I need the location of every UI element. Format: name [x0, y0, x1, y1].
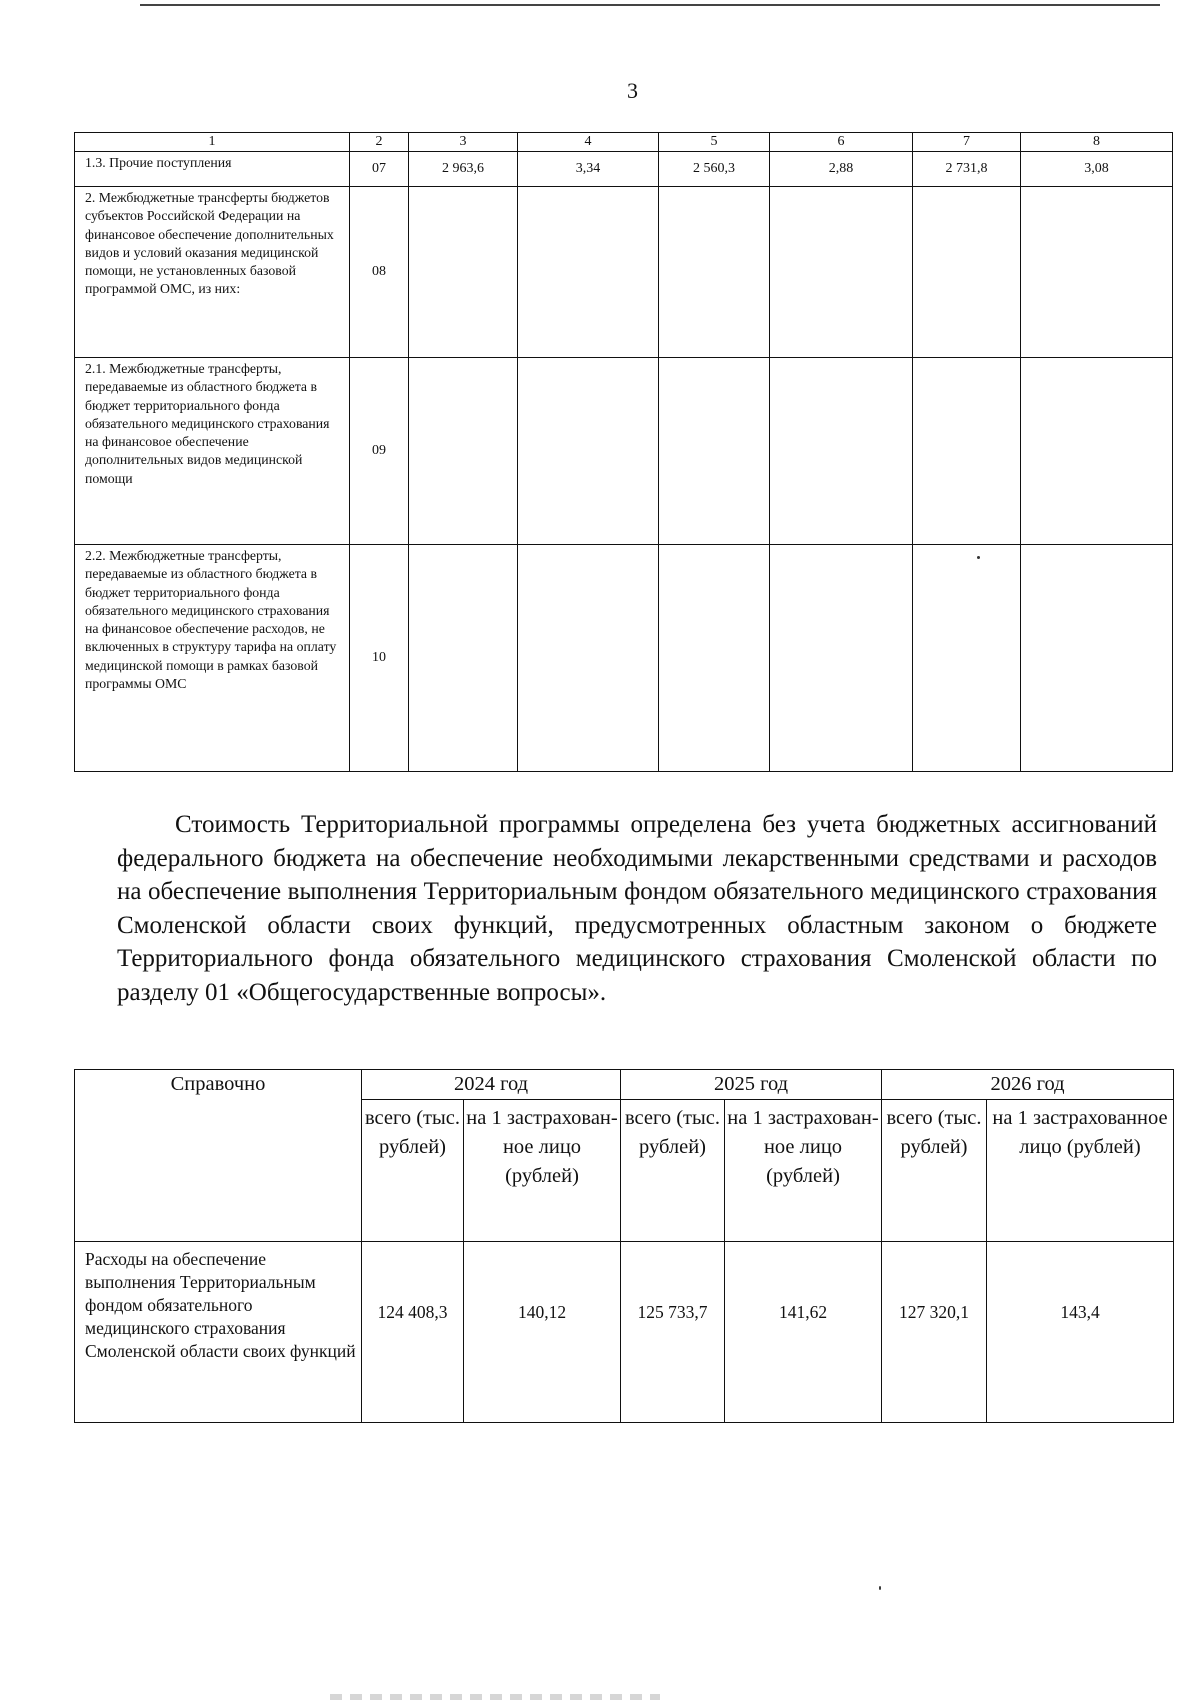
row-code: 07	[350, 152, 409, 187]
cell-value	[1021, 187, 1173, 358]
table-row	[75, 152, 1173, 187]
cell-value	[409, 187, 518, 358]
column-number: 1	[75, 133, 350, 152]
row-name: 1.3. Прочие поступления	[75, 152, 350, 187]
cell-value	[770, 545, 913, 772]
scan-speck	[977, 556, 980, 559]
cell-value: 143,4	[987, 1242, 1174, 1423]
cell-value	[518, 545, 659, 772]
cell-value	[659, 545, 770, 772]
cell-value: 125 733,7	[621, 1242, 725, 1423]
cell-value: 3,34	[518, 152, 659, 187]
cell-value: 124 408,3	[362, 1242, 464, 1423]
cell-value: 2 731,8	[913, 152, 1021, 187]
column-number: 4	[518, 133, 659, 152]
year-header: 2026 год	[882, 1070, 1174, 1100]
cell-value	[409, 545, 518, 772]
subheader-total: всего (тыс. рублей)	[621, 1100, 725, 1242]
scan-footer-artifact	[330, 1694, 660, 1700]
row-name: Расходы на обеспечение выполнения Территориальным фондом обязательного медицинского страхования Смоленской области своих функций	[75, 1242, 362, 1423]
table-row	[75, 358, 1173, 545]
year-header: 2025 год	[621, 1070, 882, 1100]
table-row	[75, 1242, 1174, 1423]
cell-value	[1021, 358, 1173, 545]
cell-value	[770, 358, 913, 545]
cell-value	[1021, 545, 1173, 772]
cell-value: 141,62	[725, 1242, 882, 1423]
page-number: 3	[627, 78, 638, 103]
subheader-total: всего (тыс. рублей)	[362, 1100, 464, 1242]
scan-speck	[879, 1586, 881, 1590]
row-code: 09	[350, 358, 409, 545]
cell-value: 2 560,3	[659, 152, 770, 187]
row-name: 2. Межбюджетные трансферты бюджетов субъектов Российской Федерации на финансовое обеспечение дополнительных видов и условий оказания медицинской помощи, не установленных базовой программой ОМС, из них:	[75, 187, 350, 358]
reference-label: Справочно	[75, 1070, 362, 1242]
cell-value	[518, 187, 659, 358]
cell-value	[770, 187, 913, 358]
column-number: 8	[1021, 133, 1173, 152]
cell-value: 2 963,6	[409, 152, 518, 187]
subheader-total: всего (тыс. рублей)	[882, 1100, 987, 1242]
scan-edge-line	[140, 4, 1160, 6]
cell-value	[913, 358, 1021, 545]
year-header: 2024 год	[362, 1070, 621, 1100]
subheader-per-insured: на 1 застрахованное лицо (рублей)	[987, 1100, 1174, 1242]
program-cost-paragraph: Стоимость Территориальной программы определена без учета бюджетных ассигнований федерального бюджета на обеспечение необходимыми лекарственными средствами и расходов на обеспечение выполнения Территориальным фондом обязательного медицинского страхования Смоленской области своих функций, предусмотренных областным законом о бюджете Территориального фонда обязательного медицинского страхования Смоленской области по разделу 01 «Общегосударственные вопросы».	[117, 811, 1157, 1006]
cell-value	[659, 358, 770, 545]
table-row	[75, 545, 1173, 772]
budget-sources-table	[74, 132, 1173, 772]
reference-costs-table	[74, 1069, 1174, 1423]
cell-value	[409, 358, 518, 545]
column-number: 3	[409, 133, 518, 152]
subheader-per-insured: на 1 застрахован-ное лицо (рублей)	[725, 1100, 882, 1242]
column-number: 7	[913, 133, 1021, 152]
cell-value	[913, 545, 1021, 772]
row-name: 2.2. Межбюджетные трансферты, передаваемые из областного бюджета в бюджет территориального фонда обязательного медицинского страхования на финансовое обеспечение расходов, не включенных в структуру тарифа на оплату медицинской помощи в рамках базовой программы ОМС	[75, 545, 350, 772]
cell-value: 140,12	[464, 1242, 621, 1423]
cell-value: 2,88	[770, 152, 913, 187]
column-number: 5	[659, 133, 770, 152]
subheader-per-insured: на 1 застрахован-ное лицо (рублей)	[464, 1100, 621, 1242]
cell-value	[913, 187, 1021, 358]
cell-value: 127 320,1	[882, 1242, 987, 1423]
year-header-row	[75, 1070, 1174, 1100]
cell-value	[518, 358, 659, 545]
table-header-row	[75, 133, 1173, 152]
cell-value	[659, 187, 770, 358]
row-code: 10	[350, 545, 409, 772]
table-row	[75, 187, 1173, 358]
column-number: 2	[350, 133, 409, 152]
row-code: 08	[350, 187, 409, 358]
column-number: 6	[770, 133, 913, 152]
row-name: 2.1. Межбюджетные трансферты, передаваемые из областного бюджета в бюджет территориального фонда обязательного медицинского страхования на финансовое обеспечение дополнительных видов медицинской помощи	[75, 358, 350, 545]
cell-value: 3,08	[1021, 152, 1173, 187]
